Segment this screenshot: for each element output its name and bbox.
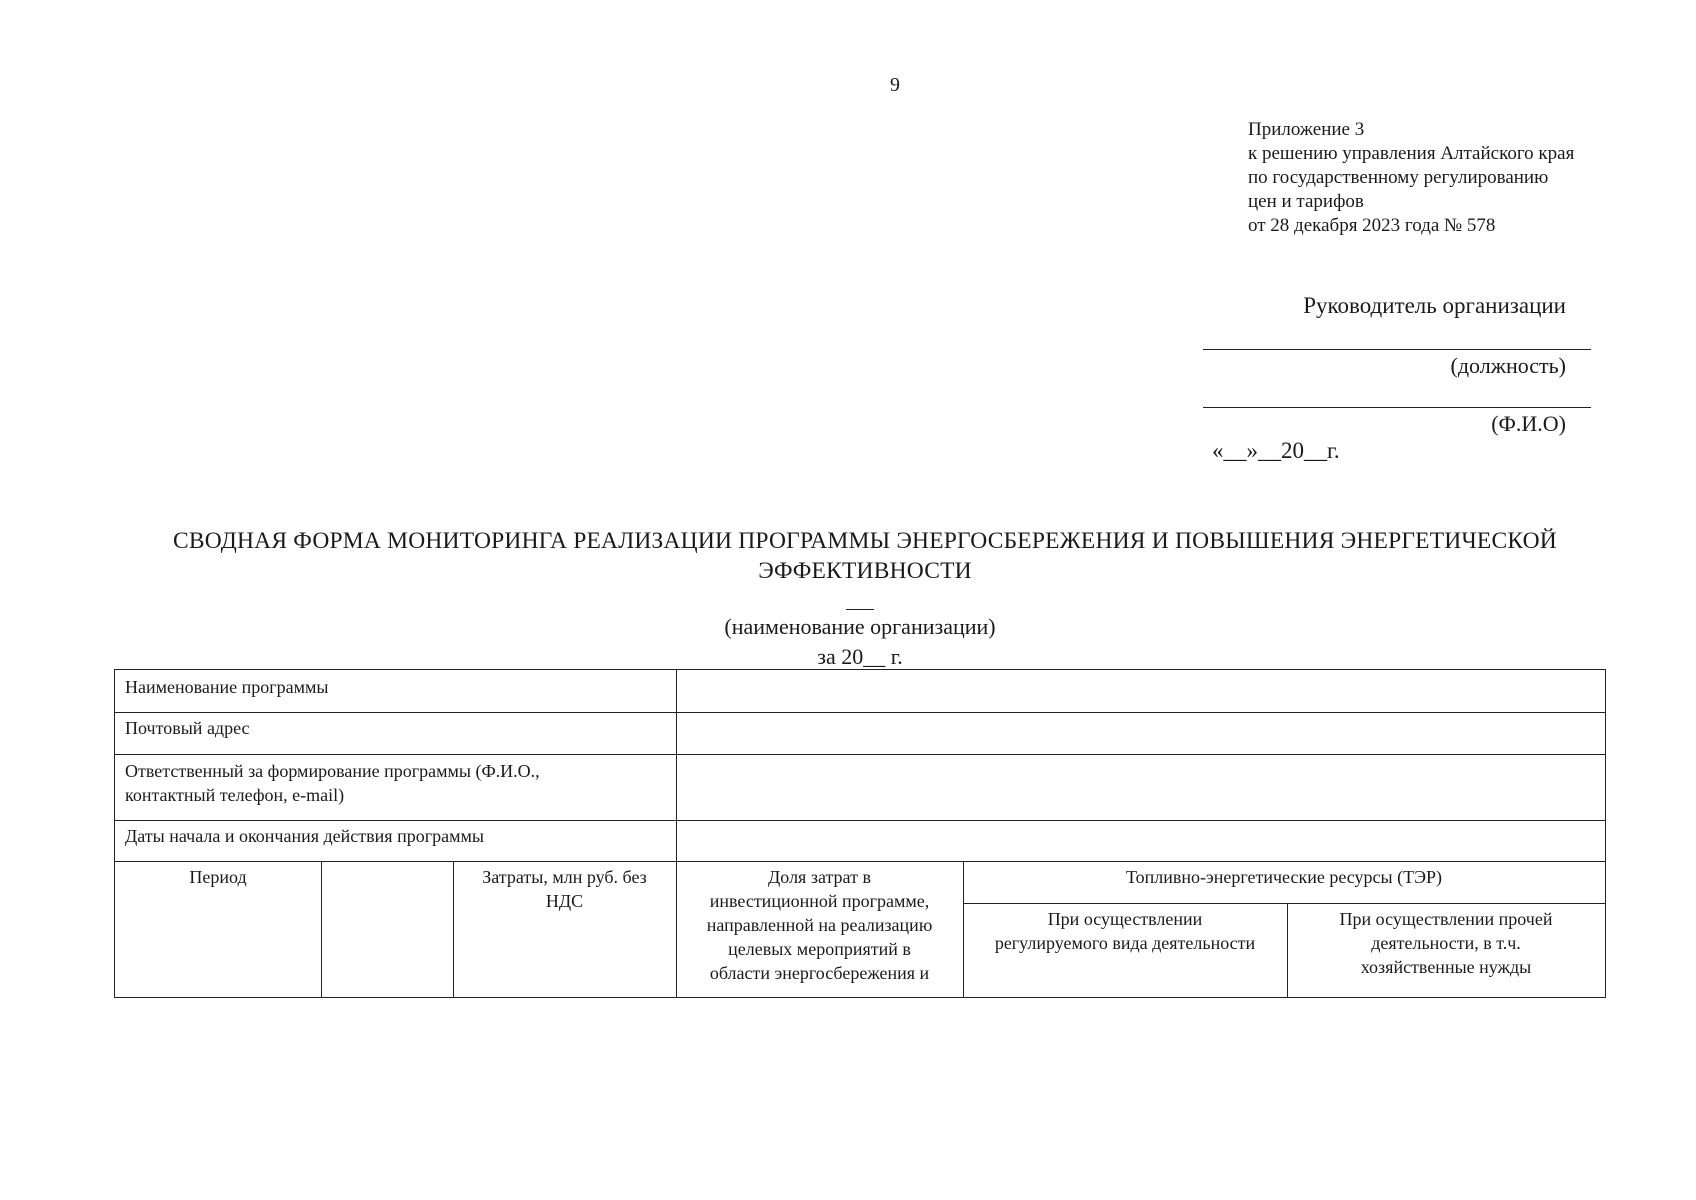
organization-caption: (наименование организации): [724, 614, 996, 639]
header-line: Доля затрат в: [768, 867, 871, 887]
header-line: инвестиционной программе,: [709, 891, 930, 911]
table-row-divider: [115, 712, 1605, 713]
table-subheader-divider: [963, 903, 1605, 904]
label-line: Ответственный за формирование программы (Ф.И.О.,: [125, 761, 540, 781]
name-caption: (Ф.И.О): [1491, 411, 1566, 436]
header-line: регулируемого вида деятельности: [994, 933, 1256, 953]
document-title: [140, 526, 1590, 586]
header-line: области энергосбережения и: [709, 963, 930, 983]
table-row-divider: [115, 861, 1605, 862]
appendix-line: от 28 декабря 2023 года № 578: [1248, 215, 1496, 236]
header-line: НДС: [545, 891, 584, 911]
position-caption: (должность): [1450, 353, 1566, 378]
page-number: 9: [890, 74, 900, 96]
name-signature-line: [1203, 407, 1591, 408]
column-header-period: Период: [189, 867, 247, 887]
appendix-line: к решению управления Алтайского края: [1248, 143, 1575, 164]
approval-title: Руководитель организации: [1303, 293, 1566, 318]
row-label-program-dates: Даты начала и окончания действия программы: [125, 826, 484, 846]
header-line: При осуществлении прочей: [1339, 909, 1553, 929]
column-header-costs: [453, 865, 676, 913]
column-header-ter-other: [1287, 907, 1605, 979]
header-line: направленной на реализацию: [706, 915, 933, 935]
header-line: хозяйственные нужды: [1360, 957, 1532, 977]
appendix-line: цен и тарифов: [1248, 191, 1364, 212]
appendix-line: по государственному регулированию: [1248, 167, 1549, 188]
column-header-fuel-energy-resources: Топливно-энергетические ресурсы (ТЭР): [1126, 867, 1442, 887]
row-label-program-name: Наименование программы: [125, 677, 329, 697]
table-row-divider: [115, 820, 1605, 821]
appendix-line: Приложение 3: [1248, 119, 1365, 140]
header-line: При осуществлении: [1047, 909, 1203, 929]
report-period: за 20__ г.: [817, 644, 903, 669]
organization-name-line: [846, 609, 874, 610]
position-signature-line: [1203, 349, 1591, 350]
monitoring-form-table: [114, 669, 1606, 998]
column-header-cost-share: [676, 865, 963, 985]
table-row-divider: [115, 754, 1605, 755]
document-title-line: ЭФФЕКТИВНОСТИ: [758, 558, 972, 584]
header-line: целевых мероприятий в: [728, 939, 911, 959]
appendix-block: [1248, 118, 1574, 238]
header-line: Затраты, млн руб. без: [482, 867, 647, 887]
header-line: деятельности, в т.ч.: [1371, 933, 1521, 953]
label-line: контактный телефон, e-mail): [125, 785, 345, 805]
document-title-line: СВОДНАЯ ФОРМА МОНИТОРИНГА РЕАЛИЗАЦИИ ПРОГРАММЫ ЭНЕРГОСБЕРЕЖЕНИЯ И ПОВЫШЕНИЯ ЭНЕРГЕТИЧЕСКОЙ: [173, 528, 1557, 554]
row-label-postal-address: Почтовый адрес: [125, 718, 250, 738]
row-label-responsible-person: [125, 759, 540, 807]
approval-date: «__»__20__г.: [1212, 438, 1340, 463]
table-column-divider: [321, 861, 322, 997]
column-header-ter-regulated: [963, 907, 1287, 955]
